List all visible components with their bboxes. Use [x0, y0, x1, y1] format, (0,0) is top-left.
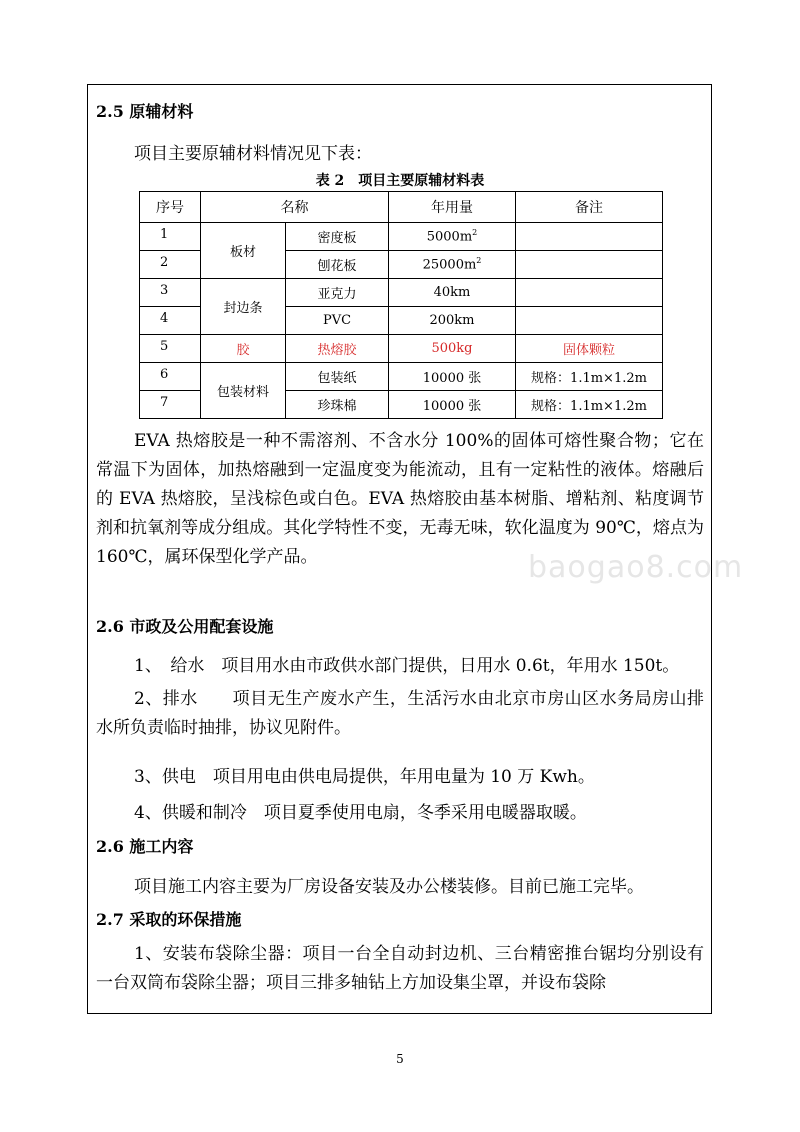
row-note: 规格：1.1m×1.2m [516, 363, 663, 391]
section-heading-2-5: 2.5 原辅材料 [96, 102, 194, 121]
row-item: 刨花板 [286, 251, 389, 279]
materials-intro: 项目主要原辅材料情况见下表： [134, 144, 372, 164]
table-row-highlighted [140, 335, 663, 363]
row-item: 亚克力 [286, 279, 389, 307]
row-no: 3 [140, 279, 201, 307]
watermark: baogao8.com [528, 550, 744, 585]
utility-drainage: 2、排水 项目无生产废水产生，生活污水由北京市房山区水务局房山排水所负责临时抽排，协议见附件。 [96, 689, 704, 738]
row-note [516, 251, 663, 279]
section-heading-2-6-utilities: 2.6 市政及公用配套设施 [96, 617, 274, 636]
page-number: 5 [396, 1052, 404, 1066]
row-note: 规格：1.1m×1.2m [516, 391, 663, 419]
row-qty: $25000m^2$ [389, 251, 516, 279]
environmental-measures-text: 1、安装布袋除尘器：项目一台全自动封边机、三台精密推台锯均分别设有一台双筒布袋除尘器；项目三排多轴钻上方加设集尘罩，并设布袋除 [96, 944, 704, 993]
row-no: 1 [140, 223, 201, 251]
row-note: 固体颗粒 [516, 335, 663, 363]
utility-power: 3、供电 项目用电由供电局提供，年用电量为 10 万 Kwh。 [134, 767, 595, 787]
row-no: 7 [140, 391, 201, 419]
row-note [516, 279, 663, 307]
row-item: 热熔胶 [286, 335, 389, 363]
row-qty: 200km [389, 307, 516, 335]
header-no: 序号 [140, 192, 201, 223]
table-header-row [140, 192, 663, 223]
row-qty: 10000 张 [389, 391, 516, 419]
materials-table [139, 191, 663, 419]
header-name: 名称 [201, 192, 389, 223]
row-no: 5 [140, 335, 201, 363]
utility-heating: 4、供暖和制冷 项目夏季使用电扇，冬季采用电暖器取暖。 [134, 803, 587, 823]
utility-water: 1、 给水 项目用水由市政供水部门提供，日用水 0.6t，年用水 150t。 [134, 656, 680, 676]
table-caption: 表 2 项目主要原辅材料表 [315, 173, 485, 189]
group-edge: 封边条 [201, 279, 286, 335]
row-item: 密度板 [286, 223, 389, 251]
group-board: 板材 [201, 223, 286, 279]
table-row [140, 279, 663, 307]
row-no: 6 [140, 363, 201, 391]
construction-text: 项目施工内容主要为厂房设备安装及办公楼装修。目前已施工完毕。 [134, 877, 644, 897]
row-note [516, 223, 663, 251]
row-note [516, 307, 663, 335]
eva-description: EVA 热熔胶是一种不需溶剂、不含水分 100%的固体可熔性聚合物；它在常温下为固体，加热熔融到一定温度变为能流动，且有一定粘性的液体。熔融后的 EVA 热熔胶，呈浅棕色或白色。EVA 热熔胶由基本树脂、增粘剂、粘度调节剂和抗氧剂等成分组成。其化学特性不变，无毒无味，软化温度为 90℃，熔点为 160℃，属环保型化学产品。 [96, 431, 704, 567]
row-qty: 40km [389, 279, 516, 307]
section-heading-2-6-construction: 2.6 施工内容 [96, 837, 194, 856]
row-no: 4 [140, 307, 201, 335]
row-item: 包装纸 [286, 363, 389, 391]
row-qty: $5000m^2$ [389, 223, 516, 251]
table-row [140, 363, 663, 391]
row-item: 珍珠棉 [286, 391, 389, 419]
section-heading-2-7: 2.7 采取的环保措施 [96, 910, 242, 929]
row-no: 2 [140, 251, 201, 279]
row-qty: 10000 张 [389, 363, 516, 391]
row-qty: 500kg [389, 335, 516, 363]
table-row [140, 223, 663, 251]
group-pack: 包装材料 [201, 363, 286, 419]
header-note: 备注 [516, 192, 663, 223]
row-item: PVC [286, 307, 389, 335]
group-glue: 胶 [201, 335, 286, 363]
header-qty: 年用量 [389, 192, 516, 223]
